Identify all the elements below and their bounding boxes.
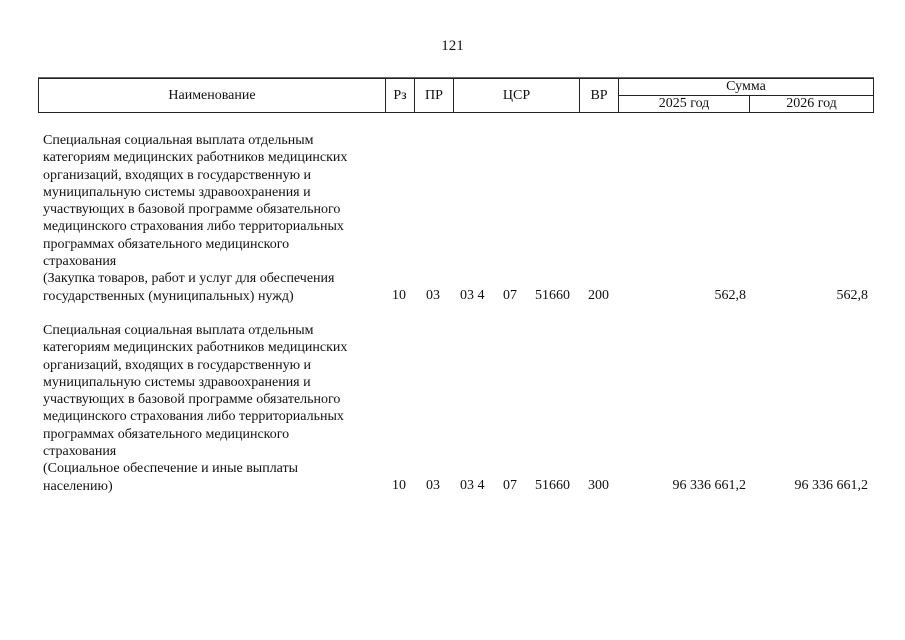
- row-vr: 300: [588, 478, 609, 493]
- row-csr-direction: 51660: [535, 478, 570, 493]
- header-year-2026: 2026 год: [749, 95, 874, 113]
- header-vr: ВР: [579, 78, 619, 113]
- row-csr-subprogram: 07: [503, 288, 517, 303]
- row-csr-direction: 51660: [535, 288, 570, 303]
- row-csr-program: 03 4: [460, 288, 485, 303]
- page-number: 121: [441, 38, 464, 54]
- header-year-2025: 2025 год: [618, 95, 750, 113]
- header-sum: Сумма: [618, 78, 874, 96]
- row-sum-2025: 96 336 661,2: [672, 478, 746, 493]
- header-pr: ПР: [414, 78, 454, 113]
- row-pr: 03: [426, 288, 440, 303]
- row-csr-program: 03 4: [460, 478, 485, 493]
- table-header: [38, 78, 874, 113]
- row-sum-2026: 562,8: [836, 288, 868, 303]
- header-csr: ЦСР: [453, 78, 580, 113]
- row-vr: 200: [588, 288, 609, 303]
- row-name: Специальная социальная выплата отдельным категориям медицинских работников медицинских организаций, входящих в государственную и муниципальную системы здравоохранения и участвующих в базовой программе обязательного медицинского страхования либо территориальных программах обязательного медицинского страхования (Социальное обеспечение и иные выплаты населению): [43, 323, 348, 494]
- row-rz: 10: [392, 478, 406, 493]
- row-pr: 03: [426, 478, 440, 493]
- header-name: Наименование: [38, 78, 386, 113]
- row-sum-2026: 96 336 661,2: [794, 478, 868, 493]
- row-sum-2025: 562,8: [714, 288, 746, 303]
- header-rz: Рз: [385, 78, 415, 113]
- row-csr-subprogram: 07: [503, 478, 517, 493]
- row-name: Специальная социальная выплата отдельным категориям медицинских работников медицинских организаций, входящих в государственную и муниципальную системы здравоохранения и участвующих в базовой программе обязательного медицинского страхования либо территориальных программах обязательного медицинского страхования (Закупка товаров, работ и услуг для обеспечения государственных (муниципальных) нужд): [43, 133, 348, 304]
- row-rz: 10: [392, 288, 406, 303]
